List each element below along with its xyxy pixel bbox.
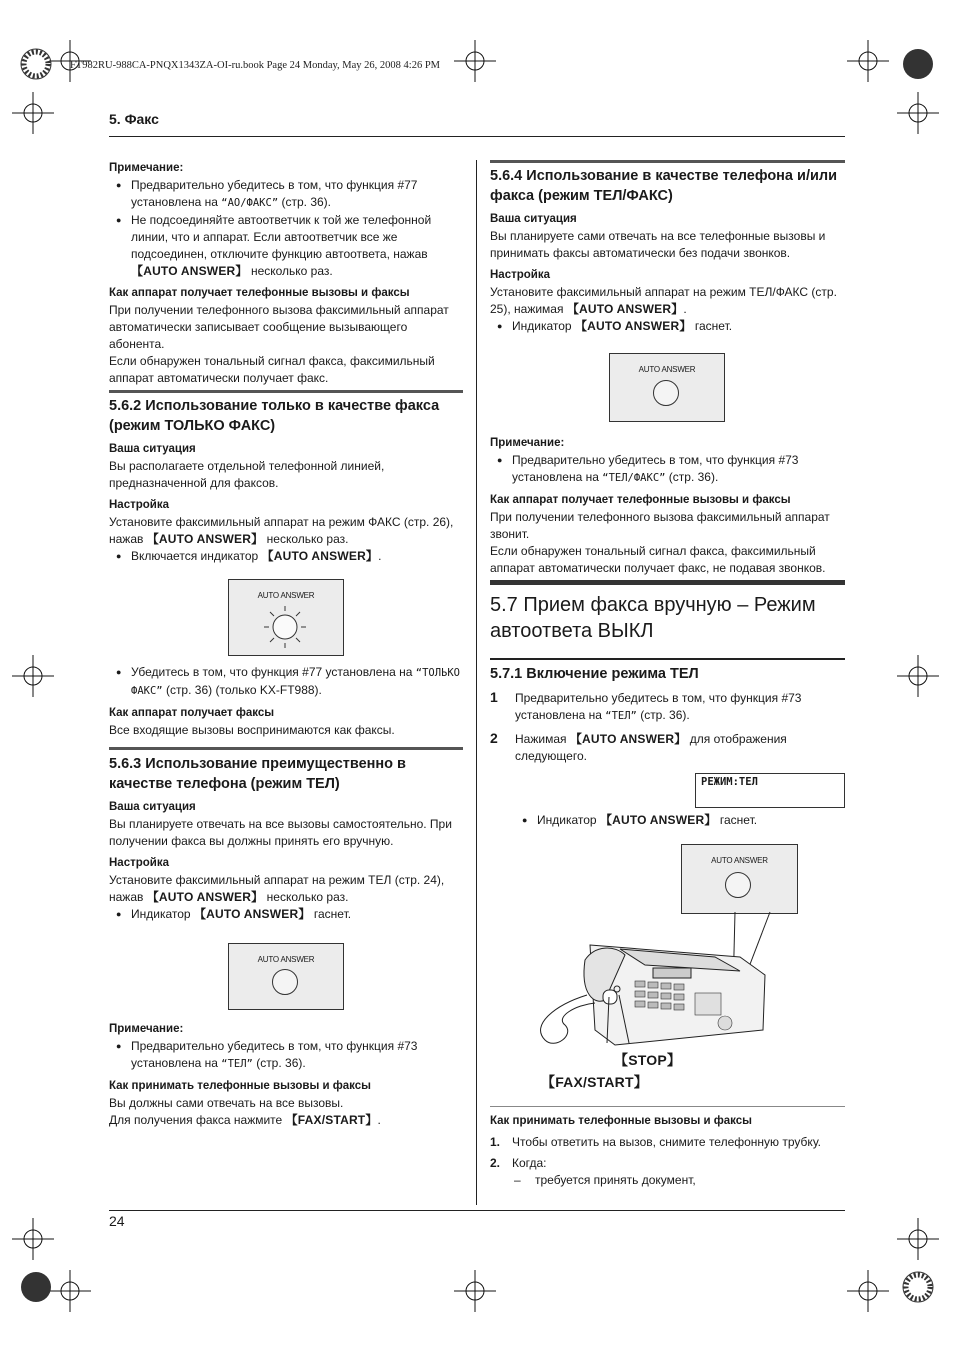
auto-answer-panel-off xyxy=(681,844,798,914)
paragraph: Вы располагаете отдельной телефонной линией, предназначенной для факсов. xyxy=(109,459,385,490)
note-bullet: ● Предварительно убедитесь в том, что функция #77 установлена на “АО/ФАКС” (стр. 36). xyxy=(109,177,463,212)
subheading: Как аппарат получает факсы xyxy=(109,707,275,719)
header-rule xyxy=(109,136,845,137)
page-number: 24 xyxy=(109,1213,125,1229)
led-off-icon xyxy=(272,969,298,995)
section-5-7-1-how xyxy=(490,1108,845,1189)
paragraph: Установите факсимильный аппарат на режим ФАКС (стр. 26), нажав 【AUTO ANSWER】 несколько раз. xyxy=(109,515,454,546)
paragraph: Все входящие вызовы воспринимаются как факсы. xyxy=(109,723,395,737)
subsection-title: 5.7.1 Включение режима ТЕЛ xyxy=(490,666,699,682)
section-rule xyxy=(490,160,845,163)
paragraph: При получении телефонного вызова факсимильный аппарат автоматически записывает сообщение вызывающего абонента. xyxy=(109,303,449,351)
lcd-text: РЕЖИМ:ТЕЛ xyxy=(701,776,758,788)
numbered-item: 1. Чтобы ответить на вызов, снимите телефонную трубку. xyxy=(490,1135,821,1149)
section-5-6-2 xyxy=(109,396,463,565)
bullet: ● Индикатор 【AUTO ANSWER】 гаснет. xyxy=(109,906,463,923)
chapter-title: 5. Факс xyxy=(109,111,159,127)
lcd-display xyxy=(695,773,845,808)
section-title: 5.6.4 Использование в качестве телефона и/или факса (режим ТЕЛ/ФАКС) xyxy=(490,168,838,204)
auto-answer-panel-off xyxy=(228,943,344,1010)
file-header: FT982RU-988CA-PNQX1343ZA-OI-ru.book Page 24 Monday, May 26, 2008 4:26 PM xyxy=(70,60,441,71)
section-5-6-4-cont xyxy=(490,430,845,577)
section-rule xyxy=(490,1106,845,1107)
paragraph: Вы планируете сами отвечать на все телефонные вызовы и принимать факсы автоматически без подачи звонков. xyxy=(490,229,826,260)
section-rule xyxy=(109,747,463,750)
subheading: Ваша ситуация xyxy=(109,801,196,813)
note-title: Примечание: xyxy=(490,437,565,449)
section-5-7 xyxy=(490,592,845,644)
section-5-6-3 xyxy=(109,754,463,923)
auto-answer-panel-off xyxy=(609,353,725,422)
subheading: Как принимать телефонные вызовы и факсы xyxy=(490,1115,753,1127)
subheading: Настройка xyxy=(109,857,169,869)
subheading: Ваша ситуация xyxy=(490,213,577,225)
left-column xyxy=(109,155,463,387)
paragraph: Установите факсимильный аппарат на режим ТЕЛ/ФАКС (стр. 25), нажимая 【AUTO ANSWER】. xyxy=(490,285,837,316)
subheading: Как принимать телефонные вызовы и факсы xyxy=(109,1080,372,1092)
paragraph: При получении телефонного вызова факсимильный аппарат звонит. xyxy=(490,510,830,541)
led-on-icon xyxy=(229,580,343,655)
paragraph: Установите факсимильный аппарат на режим ТЕЛ (стр. 24), нажав 【AUTO ANSWER】 несколько раз. xyxy=(109,873,445,904)
note-title: Примечание: xyxy=(109,162,184,174)
section-title: 5.7 Прием факса вручную – Режим автоответа ВЫКЛ xyxy=(490,594,816,642)
step-2: 2 Нажимая 【AUTO ANSWER】 для отображения следующего. xyxy=(490,730,787,763)
section-title: 5.6.2 Использование только в качестве факса (режим ТОЛЬКО ФАКС) xyxy=(109,398,440,434)
section-rule xyxy=(109,390,463,393)
section-5-7-1 xyxy=(490,664,845,765)
numbered-item: 2. Когда: xyxy=(490,1156,547,1170)
auto-answer-panel-on xyxy=(228,579,344,656)
paragraph: Если обнаружен тональный сигнал факса, факсимильный аппарат автоматически получает факс. xyxy=(109,354,435,385)
panel-label: AUTO ANSWER xyxy=(711,856,768,865)
subheading: Настройка xyxy=(109,499,169,511)
note-title: Примечание: xyxy=(109,1023,184,1035)
section-rule xyxy=(490,580,845,585)
paragraph: Если обнаружен тональный сигнал факса, факсимильный аппарат автоматически получает факс, не подавая звонков. xyxy=(490,544,826,575)
subheading: Ваша ситуация xyxy=(109,443,196,455)
step-2-bullet xyxy=(515,812,845,829)
note-bullet: ● Предварительно убедитесь в том, что функция #73 установлена на “ТЕЛ/ФАКС” (стр. 36). xyxy=(490,452,845,487)
section-title: 5.6.3 Использование преимущественно в качестве телефона (режим ТЕЛ) xyxy=(109,756,406,792)
led-off-icon xyxy=(725,872,751,898)
subheading: Настройка xyxy=(490,269,550,281)
led-off-icon xyxy=(653,380,679,406)
subheading: Как аппарат получает телефонные вызовы и факсы xyxy=(490,494,791,506)
section-5-6-3-cont xyxy=(109,1016,463,1129)
panel-label: AUTO ANSWER xyxy=(257,591,315,600)
step-1: 1 Предварительно убедитесь в том, что функция #73 установлена на “ТЕЛ” (стр. 36). xyxy=(490,689,802,722)
panel-label: AUTO ANSWER xyxy=(257,955,315,964)
paragraph: Для получения факса нажмите 【FAX/START】. xyxy=(109,1113,381,1127)
note-bullet: ● Не подсоединяйте автоответчик к той же телефонной линии, что и аппарат. Если автоответчик все же подсоединен, отключите функцию автоответа, нажав 【AUTO ANSWER】 несколько раз. xyxy=(109,212,463,280)
bullet: ● Включается индикатор 【AUTO ANSWER】. xyxy=(109,548,463,565)
bullet: ● Убедитесь в том, что функция #77 установлена на “ТОЛЬКО ФАКС” (стр. 36) (только KX-FT988). xyxy=(109,664,463,700)
paragraph: Вы планируете отвечать на все вызовы самостоятельно. При получении факса вы должны принять его вручную. xyxy=(109,817,452,848)
stop-key-label: 【STOP】 xyxy=(614,1052,682,1068)
panel-label: AUTO ANSWER xyxy=(638,365,696,374)
subheading: Как аппарат получает телефонные вызовы и факсы xyxy=(109,287,410,299)
dash-item: – требуется принять документ, xyxy=(514,1173,696,1187)
section-5-6-4 xyxy=(490,166,845,335)
fax-machine-illustration xyxy=(535,905,775,1055)
column-divider xyxy=(476,160,477,1205)
note-bullet: ● Предварительно убедитесь в том, что функция #73 установлена на “ТЕЛ” (стр. 36). xyxy=(109,1038,463,1073)
section-rule xyxy=(490,658,845,660)
paragraph: Вы должны сами отвечать на все вызовы. xyxy=(109,1096,344,1110)
fax-start-key-label: 【FAX/START】 xyxy=(541,1074,648,1090)
bullet: ● Индикатор 【AUTO ANSWER】 гаснет. xyxy=(515,812,845,829)
footer-rule xyxy=(109,1210,845,1211)
bullet: ● Индикатор 【AUTO ANSWER】 гаснет. xyxy=(490,318,845,335)
section-5-6-2-cont xyxy=(109,664,463,739)
